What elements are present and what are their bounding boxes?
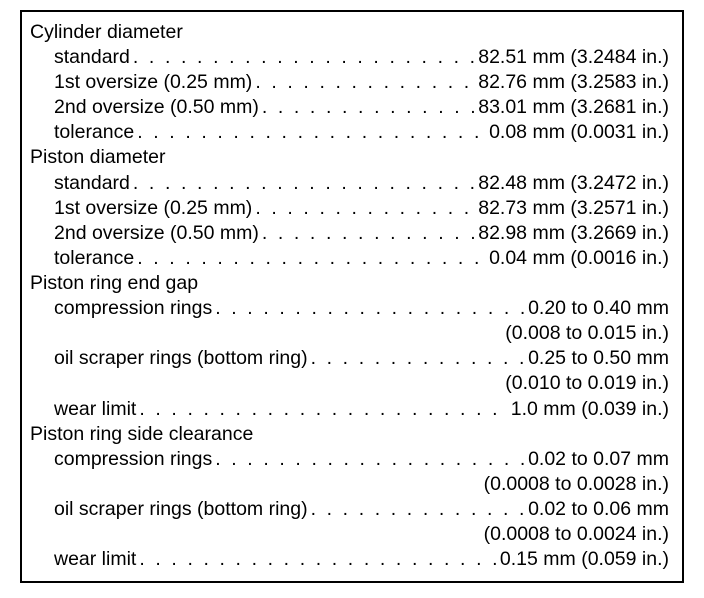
spec-row — [54, 447, 669, 472]
spec-label: compression rings — [54, 448, 213, 470]
spec-value: 83.01 mm (3.2681 in.) — [478, 96, 669, 118]
spec-label: compression rings — [54, 297, 213, 319]
section-title-cylinder-diameter: Cylinder diameter — [30, 21, 183, 43]
dot-leader — [137, 246, 486, 271]
spec-value: 82.73 mm (3.2571 in.) — [478, 197, 669, 219]
dot-leader — [215, 296, 525, 321]
dot-leader — [139, 547, 497, 572]
spec-value-continuation: (0.0008 to 0.0024 in.) — [483, 523, 669, 545]
spec-value: 82.48 mm (3.2472 in.) — [478, 172, 669, 194]
spec-label: 2nd oversize (0.50 mm) — [54, 96, 259, 118]
spec-row — [54, 397, 669, 422]
spec-label: tolerance — [54, 121, 135, 143]
spec-row — [54, 296, 669, 321]
spec-label: standard — [54, 172, 130, 194]
spec-label: 2nd oversize (0.50 mm) — [54, 222, 259, 244]
spec-label: tolerance — [54, 247, 135, 269]
spec-label: wear limit — [54, 548, 137, 570]
dot-leader — [255, 70, 475, 95]
spec-value: 82.51 mm (3.2484 in.) — [478, 46, 669, 68]
spec-row — [54, 95, 669, 120]
spec-value: 0.25 to 0.50 mm — [528, 347, 669, 369]
spec-value: 1.0 mm (0.039 in.) — [510, 398, 669, 420]
spec-label: standard — [54, 46, 130, 68]
dot-leader — [139, 397, 507, 422]
section-title-piston-ring-end-gap: Piston ring end gap — [30, 272, 199, 294]
spec-row — [54, 346, 669, 371]
spec-value: 0.02 to 0.06 mm — [528, 498, 669, 520]
dot-leader — [133, 171, 475, 196]
spec-row — [54, 120, 669, 145]
spec-value: 82.76 mm (3.2583 in.) — [478, 71, 669, 93]
spec-label: 1st oversize (0.25 mm) — [54, 71, 253, 93]
spec-value-continuation: (0.0008 to 0.0028 in.) — [483, 473, 669, 495]
spec-label: 1st oversize (0.25 mm) — [54, 197, 253, 219]
spec-value-continuation: (0.010 to 0.019 in.) — [505, 372, 669, 394]
dot-leader — [215, 447, 525, 472]
dot-leader — [137, 120, 486, 145]
section-title-piston-diameter: Piston diameter — [30, 146, 166, 168]
dot-leader — [133, 45, 475, 70]
dot-leader — [262, 221, 475, 246]
dot-leader — [311, 497, 525, 522]
spec-row — [54, 196, 669, 221]
spec-row — [54, 70, 669, 95]
spec-row — [54, 246, 669, 271]
spec-value-continuation: (0.008 to 0.015 in.) — [505, 322, 669, 344]
spec-value: 0.15 mm (0.059 in.) — [499, 548, 669, 570]
dot-leader — [255, 196, 475, 221]
spec-row — [54, 497, 669, 522]
dot-leader — [311, 346, 525, 371]
spec-value: 0.02 to 0.07 mm — [528, 448, 669, 470]
spec-value: 82.98 mm (3.2669 in.) — [478, 222, 669, 244]
spec-row — [54, 45, 669, 70]
spec-value: 0.08 mm (0.0031 in.) — [489, 121, 669, 143]
dot-leader — [262, 95, 475, 120]
spec-value: 0.04 mm (0.0016 in.) — [489, 247, 669, 269]
spec-row — [54, 171, 669, 196]
spec-value: 0.20 to 0.40 mm — [528, 297, 669, 319]
spec-row — [54, 221, 669, 246]
spec-label: oil scraper rings (bottom ring) — [54, 498, 308, 520]
spec-label: oil scraper rings (bottom ring) — [54, 347, 308, 369]
section-title-piston-ring-side-clearance: Piston ring side clearance — [30, 423, 254, 445]
spec-row — [54, 547, 669, 572]
spec-label: wear limit — [54, 398, 137, 420]
